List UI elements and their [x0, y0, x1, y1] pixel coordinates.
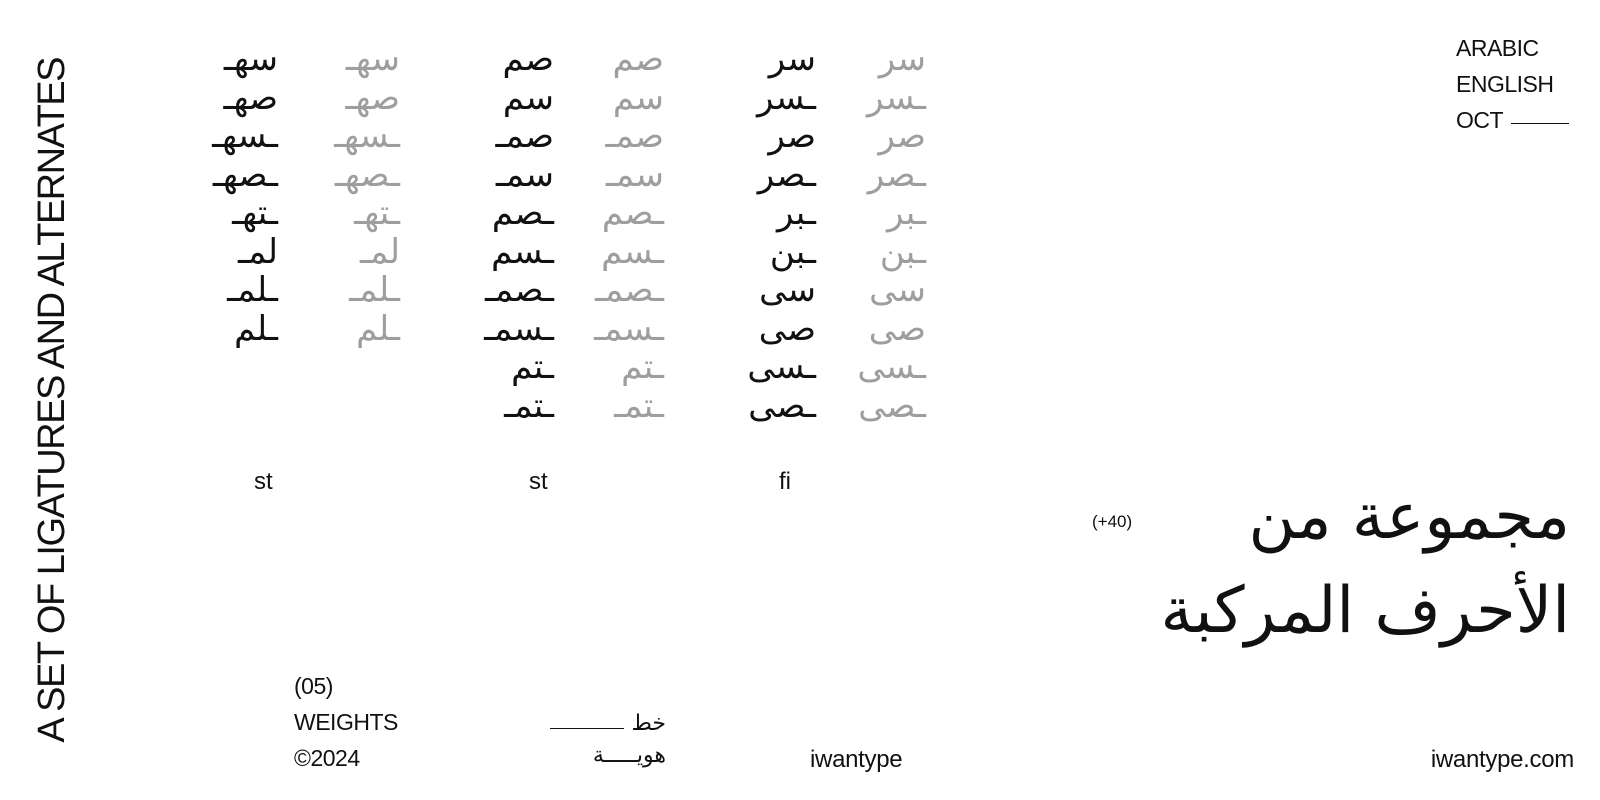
khat-underline	[550, 728, 624, 729]
glyph: ـتهـ	[232, 193, 278, 233]
glyph: ـلم	[356, 308, 400, 349]
glyph: صهـ	[345, 77, 400, 118]
glyph: صم	[612, 39, 664, 79]
meta-oct	[1456, 102, 1569, 138]
glyph: صمـ	[495, 116, 554, 156]
glyph: ـتهـ	[354, 193, 400, 233]
hawiya-text: هويـــــة	[592, 743, 666, 768]
brand-name: iwantype	[810, 746, 903, 773]
glyph: ـسهـ	[334, 116, 400, 156]
glyph: صمـ	[605, 116, 664, 156]
glyph: صم	[502, 39, 554, 79]
brand-url[interactable]: iwantype.com	[1430, 746, 1574, 773]
glyph: ـلمـ	[227, 270, 278, 310]
khat-line	[550, 708, 666, 740]
glyph-column-mim-black	[444, 40, 554, 425]
glyph: صى	[868, 308, 926, 349]
glyph: ـصهـ	[212, 154, 278, 195]
glyph: سر	[878, 39, 926, 79]
glyph: ـتمـ	[614, 385, 664, 426]
glyph: ـسمـ	[594, 308, 664, 349]
headline-line-1: مجموعة من	[1248, 480, 1570, 554]
glyph: سى	[869, 270, 926, 310]
glyph: ـتمـ	[504, 385, 554, 426]
feature-tag-st-1: st	[254, 468, 273, 495]
glyph: ـصر	[867, 154, 926, 195]
glyph: ـتم	[621, 347, 664, 387]
glyph: لمـ	[238, 231, 278, 272]
ligature-count: (+40)	[1092, 512, 1133, 531]
glyph: لمـ	[360, 231, 400, 272]
headline-line-2: الأحرف المركبة	[1160, 574, 1570, 648]
glyph-column-mim-gray	[554, 40, 664, 425]
oct-underline	[1511, 123, 1569, 124]
glyph: ـصر	[757, 154, 816, 195]
side-title	[31, 30, 73, 770]
glyph-column-ra-ya-black	[706, 40, 816, 425]
glyph: ـلم	[234, 308, 278, 349]
glyph: ـبر	[777, 193, 816, 233]
weights-info	[294, 668, 398, 776]
glyph-column-ra-ya-gray	[816, 40, 926, 425]
font-identity-label	[550, 708, 666, 772]
glyph: ـتم	[511, 347, 554, 387]
feature-tag-fi: fi	[779, 468, 791, 495]
glyph: ـسر	[866, 77, 926, 118]
glyph-column-lam-mim-black	[168, 40, 278, 348]
glyph: ـسى	[857, 347, 926, 387]
language-meta	[1456, 30, 1569, 138]
feature-tag-st-2: st	[529, 468, 548, 495]
glyph: سهـ	[345, 39, 400, 79]
glyph: صى	[758, 308, 816, 349]
glyph: سم	[612, 77, 664, 118]
meta-arabic: ARABIC	[1456, 35, 1539, 61]
weights-label: WEIGHTS	[294, 709, 398, 735]
copyright: ©2024	[294, 745, 360, 771]
glyph: ـلمـ	[349, 270, 400, 310]
glyph-column-lam-mim-gray	[290, 40, 400, 348]
glyph: ـسمـ	[484, 308, 554, 349]
glyph: ـسر	[756, 77, 816, 118]
glyph: سمـ	[495, 154, 554, 195]
glyph: ـسى	[747, 347, 816, 387]
glyph: سمـ	[605, 154, 664, 195]
glyph: ـصى	[858, 385, 926, 426]
glyph: ـصمـ	[484, 270, 554, 310]
meta-oct-label: OCT	[1456, 107, 1504, 133]
glyph: ـصهـ	[334, 154, 400, 195]
meta-english: ENGLISH	[1456, 71, 1554, 97]
headline	[1160, 470, 1570, 658]
side-title-text: A SET OF LIGATURES AND ALTERNATES	[31, 57, 73, 743]
glyph: سى	[759, 270, 816, 310]
hawiya-line	[550, 740, 666, 772]
glyph: ـبن	[769, 231, 816, 272]
weights-count: (05)	[294, 673, 333, 699]
glyph: ـصى	[748, 385, 816, 426]
glyph: ـصمـ	[594, 270, 664, 310]
glyph: ـصم	[601, 193, 664, 233]
khat-text: خط	[631, 711, 666, 736]
glyph: ـسم	[601, 231, 664, 272]
glyph: ـصم	[491, 193, 554, 233]
glyph: سهـ	[223, 39, 278, 79]
glyph: سر	[768, 39, 816, 79]
glyph: سم	[502, 77, 554, 118]
glyph: ـسهـ	[212, 116, 278, 156]
glyph: صهـ	[223, 77, 278, 118]
glyph: ـبن	[879, 231, 926, 272]
glyph: ـسم	[491, 231, 554, 272]
glyph: ـبر	[887, 193, 926, 233]
glyph: صر	[768, 116, 816, 156]
glyph: صر	[878, 116, 926, 156]
